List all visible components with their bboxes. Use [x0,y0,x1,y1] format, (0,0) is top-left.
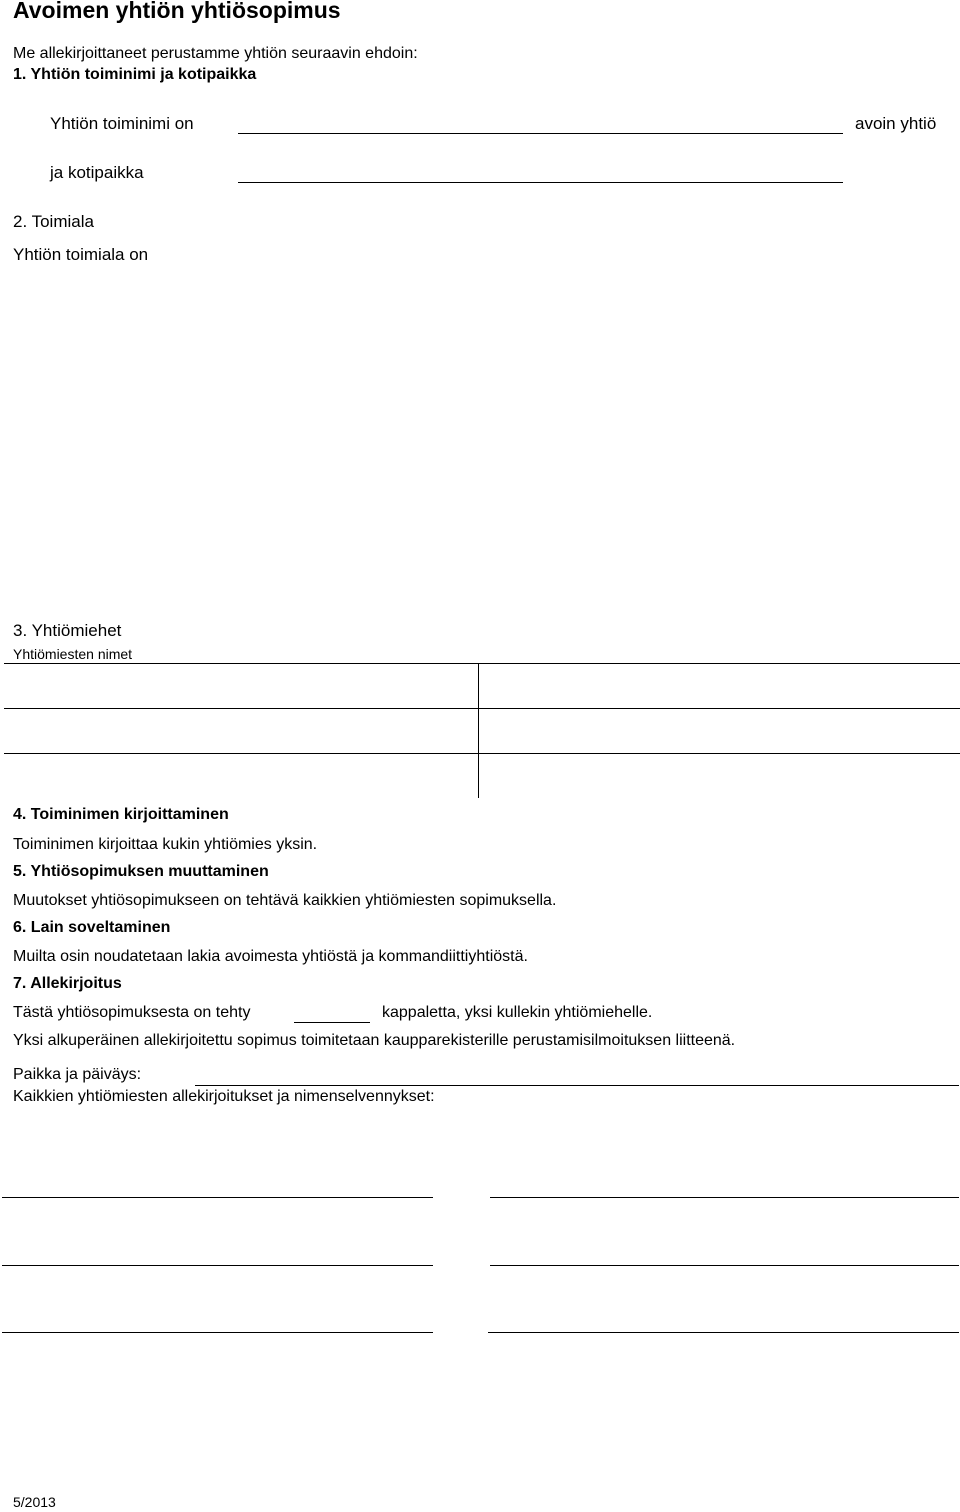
copies-suffix-text: kappaletta, yksi kullekin yhtiömiehelle. [382,1004,653,1021]
copies-count-underline [294,1022,370,1023]
section-6-text: Muilta osin noudatetaan lakia avoimesta yhtiöstä ja kommandiittiyhtiöstä. [13,948,528,965]
section-5-heading: 5. Yhtiösopimuksen muuttaminen [13,863,269,880]
company-name-field[interactable] [238,110,846,134]
partners-table-row-rule [4,708,960,709]
document-title: Avoimen yhtiön yhtiösopimus [13,0,341,23]
partners-table-row-rule [4,753,960,754]
business-line-label: Yhtiön toimiala on [13,245,149,264]
partner-name-field[interactable] [486,762,956,790]
business-line-field[interactable] [13,272,947,606]
section-6-heading: 6. Lain soveltaminen [13,919,171,936]
partner-name-field[interactable] [486,718,956,746]
domicile-field[interactable] [238,159,846,183]
partners-table-column-divider [478,663,479,798]
partner-name-field[interactable] [10,674,474,702]
place-date-underline [195,1085,959,1086]
copies-prefix-text: Tästä yhtiösopimuksesta on tehty [13,1004,251,1021]
section-1-heading: 1. Yhtiön toiminimi ja kotipaikka [13,66,257,83]
domicile-underline [238,182,843,183]
section-5-text: Muutokset yhtiösopimukseen on tehtävä kaikkien yhtiömiesten sopimuksella. [13,892,557,909]
place-date-label: Paikka ja päiväys: [13,1066,142,1083]
original-filing-text: Yksi alkuperäinen allekirjoitettu sopimus toimitetaan kaupparekisterille perustamisilmoituksen liitteenä. [13,1032,736,1049]
partners-names-label: Yhtiömiesten nimet [13,646,133,662]
intro-text: Me allekirjoittaneet perustamme yhtiön seuraavin ehdoin: [13,45,418,62]
signature-line[interactable] [2,1332,433,1333]
domicile-label: ja kotipaikka [50,163,144,182]
place-date-field[interactable] [195,1063,960,1085]
signatures-label: Kaikkien yhtiömiesten allekirjoitukset ja nimenselvennykset: [13,1088,435,1105]
signature-line[interactable] [2,1197,433,1198]
section-4-heading: 4. Toiminimen kirjoittaminen [13,806,229,823]
section-3-heading: 3. Yhtiömiehet [13,621,122,640]
partner-name-field[interactable] [10,718,474,746]
signature-line[interactable] [490,1197,959,1198]
section-7-heading: 7. Allekirjoitus [13,975,122,992]
company-name-underline [238,133,843,134]
section-2-heading: 2. Toimiala [13,212,94,231]
company-name-suffix: avoin yhtiö [855,114,937,133]
section-4-text: Toiminimen kirjoittaa kukin yhtiömies yksin. [13,836,318,853]
copies-count-field[interactable] [294,1001,374,1023]
partners-table-top-rule [4,663,960,664]
signature-line[interactable] [490,1265,959,1266]
signature-line[interactable] [2,1265,433,1266]
partner-name-field[interactable] [486,674,956,702]
signature-line[interactable] [488,1332,959,1333]
company-name-label: Yhtiön toiminimi on [50,114,194,133]
form-version-footer: 5/2013 [13,1494,56,1510]
